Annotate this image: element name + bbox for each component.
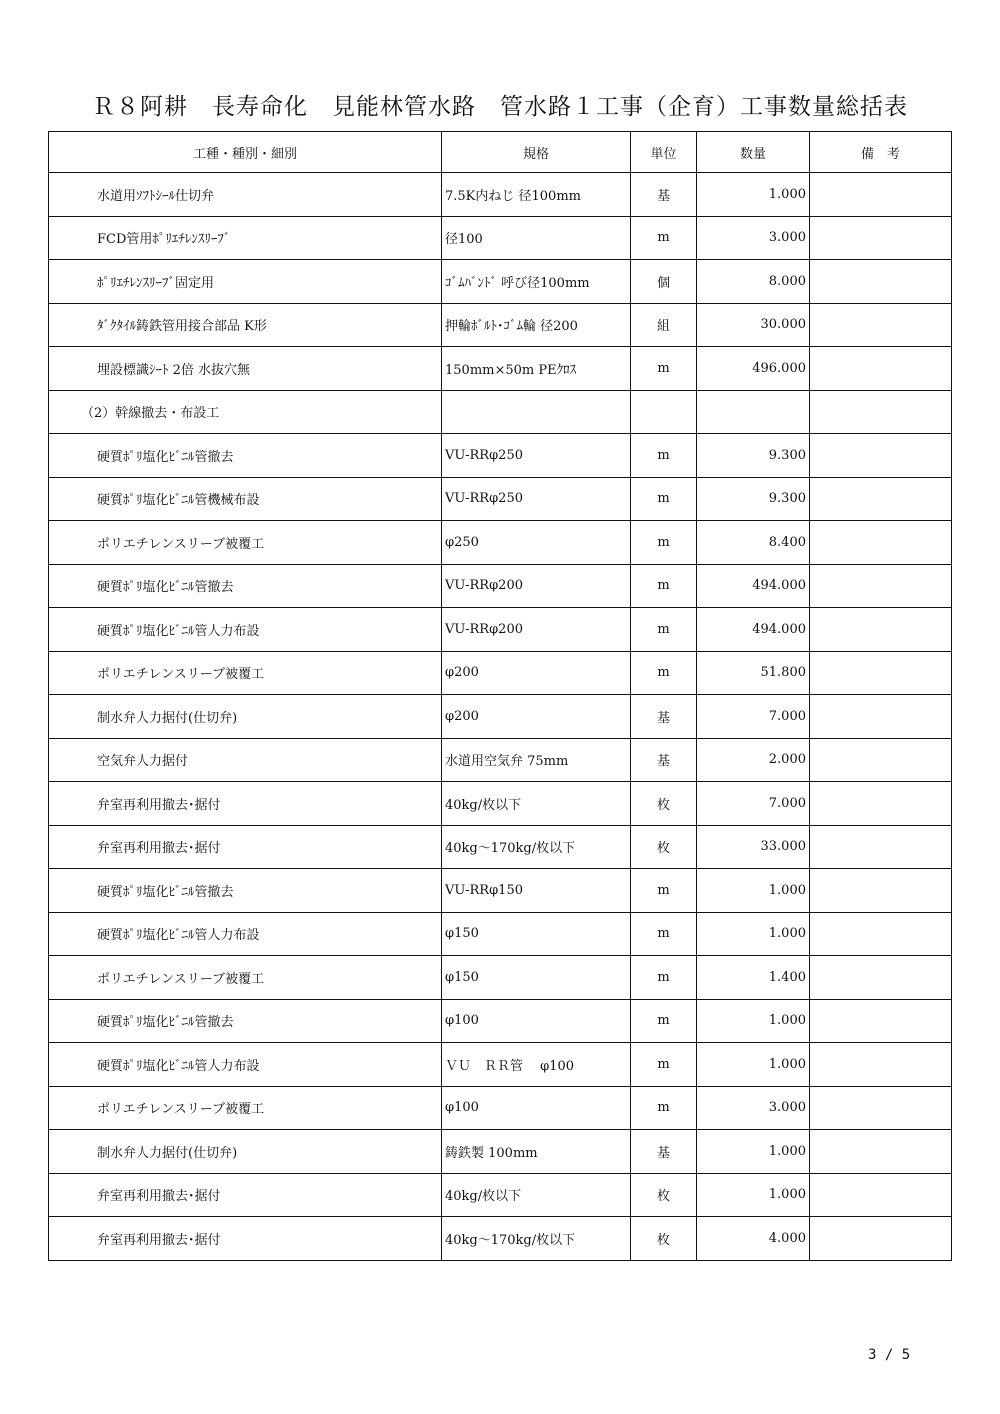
table-row <box>49 956 952 1000</box>
cell-qty: 1.000 <box>697 1043 810 1087</box>
cell-name: 弁室再利用撤去･据付 <box>49 1217 442 1261</box>
cell-unit: m <box>631 564 697 608</box>
cell-unit: 個 <box>631 260 697 304</box>
cell-qty: 1.000 <box>697 912 810 956</box>
cell-spec: 7.5K内ねじ 径100mm <box>442 173 631 217</box>
cell-qty: 9.300 <box>697 477 810 521</box>
cell-unit: m <box>631 608 697 652</box>
cell-spec: φ150 <box>442 956 631 1000</box>
cell-unit: m <box>631 999 697 1043</box>
cell-qty: 8.000 <box>697 260 810 304</box>
table-row <box>49 216 952 260</box>
cell-note <box>810 347 952 391</box>
table-row <box>49 608 952 652</box>
cell-qty: 1.000 <box>697 173 810 217</box>
cell-unit: 枚 <box>631 825 697 869</box>
cell-name: 硬質ﾎﾟﾘ塩化ﾋﾞﾆﾙ管機械布設 <box>49 477 442 521</box>
cell-unit: m <box>631 1086 697 1130</box>
cell-spec: VU-RRφ150 <box>442 869 631 913</box>
cell-unit: 組 <box>631 303 697 347</box>
cell-spec: φ250 <box>442 521 631 565</box>
cell-qty: 494.000 <box>697 564 810 608</box>
table-row <box>49 434 952 478</box>
cell-qty: 3.000 <box>697 216 810 260</box>
cell-name: 制水弁人力据付(仕切弁) <box>49 695 442 739</box>
page-number: 3 / 5 <box>868 1347 911 1363</box>
cell-unit: 基 <box>631 1130 697 1174</box>
cell-unit: 枚 <box>631 1217 697 1261</box>
cell-note <box>810 260 952 304</box>
cell-spec: VU-RRφ200 <box>442 564 631 608</box>
cell-spec: VU-RRφ200 <box>442 608 631 652</box>
table-row <box>49 738 952 782</box>
cell-unit: m <box>631 1043 697 1087</box>
table-row <box>49 912 952 956</box>
table-row <box>49 173 952 217</box>
cell-unit: m <box>631 912 697 956</box>
cell-name: ポリエチレンスリーブ被覆工 <box>49 1086 442 1130</box>
cell-name: 硬質ﾎﾟﾘ塩化ﾋﾞﾆﾙ管人力布設 <box>49 608 442 652</box>
cell-spec: φ150 <box>442 912 631 956</box>
cell-qty <box>697 390 810 434</box>
cell-name: 弁室再利用撤去･据付 <box>49 1173 442 1217</box>
cell-note <box>810 477 952 521</box>
table-row <box>49 347 952 391</box>
cell-qty: 1.000 <box>697 999 810 1043</box>
cell-qty: 1.400 <box>697 956 810 1000</box>
cell-spec: 径100 <box>442 216 631 260</box>
cell-note <box>810 303 952 347</box>
cell-qty: 4.000 <box>697 1217 810 1261</box>
cell-spec: 40kg～170kg/枚以下 <box>442 1217 631 1261</box>
cell-unit <box>631 390 697 434</box>
table-row <box>49 390 952 434</box>
cell-name: ポリエチレンスリーブ被覆工 <box>49 956 442 1000</box>
cell-note <box>810 1130 952 1174</box>
cell-note <box>810 390 952 434</box>
cell-qty: 30.000 <box>697 303 810 347</box>
table-row <box>49 303 952 347</box>
cell-name: 水道用ｿﾌﾄｼｰﾙ仕切弁 <box>49 173 442 217</box>
cell-spec: VU-RRφ250 <box>442 477 631 521</box>
cell-qty: 7.000 <box>697 782 810 826</box>
table-header-row <box>49 132 952 173</box>
cell-qty: 8.400 <box>697 521 810 565</box>
cell-qty: 1.000 <box>697 869 810 913</box>
table-row <box>49 869 952 913</box>
cell-spec: ｺﾞﾑﾊﾞﾝﾄﾞ 呼び径100mm <box>442 260 631 304</box>
cell-note <box>810 695 952 739</box>
cell-note <box>810 1173 952 1217</box>
cell-qty: 7.000 <box>697 695 810 739</box>
table-row <box>49 825 952 869</box>
table-row <box>49 1130 952 1174</box>
cell-qty: 2.000 <box>697 738 810 782</box>
cell-note <box>810 999 952 1043</box>
table-row <box>49 1086 952 1130</box>
cell-spec: φ200 <box>442 651 631 695</box>
cell-note <box>810 738 952 782</box>
cell-name: 制水弁人力据付(仕切弁) <box>49 1130 442 1174</box>
cell-note <box>810 1086 952 1130</box>
cell-name: 硬質ﾎﾟﾘ塩化ﾋﾞﾆﾙ管人力布設 <box>49 912 442 956</box>
cell-name: ポリエチレンスリーブ被覆工 <box>49 521 442 565</box>
cell-spec: ＶＵ ＲＲ管 φ100 <box>442 1043 631 1087</box>
cell-name: 弁室再利用撤去･据付 <box>49 825 442 869</box>
cell-unit: 基 <box>631 695 697 739</box>
cell-name: 弁室再利用撤去･据付 <box>49 782 442 826</box>
cell-note <box>810 608 952 652</box>
table-row <box>49 260 952 304</box>
table-row <box>49 1217 952 1261</box>
cell-spec: 40kg～170kg/枚以下 <box>442 825 631 869</box>
cell-note <box>810 956 952 1000</box>
table-row <box>49 477 952 521</box>
cell-name: 硬質ﾎﾟﾘ塩化ﾋﾞﾆﾙ管撤去 <box>49 434 442 478</box>
cell-note <box>810 912 952 956</box>
document-title: Ｒ８阿耕 長寿命化 見能林管水路 管水路１工事（企育）工事数量総括表 <box>92 94 908 120</box>
cell-spec <box>442 390 631 434</box>
cell-note <box>810 564 952 608</box>
cell-note <box>810 1043 952 1087</box>
cell-unit: 基 <box>631 173 697 217</box>
cell-qty: 1.000 <box>697 1130 810 1174</box>
cell-note <box>810 1217 952 1261</box>
cell-note <box>810 173 952 217</box>
cell-note <box>810 434 952 478</box>
cell-unit: m <box>631 869 697 913</box>
table-row <box>49 564 952 608</box>
cell-name: ﾎﾟﾘｴﾁﾚﾝｽﾘｰﾌﾞ固定用 <box>49 260 442 304</box>
cell-spec: 40kg/枚以下 <box>442 1173 631 1217</box>
cell-spec: 押輪ﾎﾞﾙﾄ･ｺﾞﾑ輪 径200 <box>442 303 631 347</box>
table-row <box>49 782 952 826</box>
cell-name: ポリエチレンスリーブ被覆工 <box>49 651 442 695</box>
cell-unit: m <box>631 434 697 478</box>
cell-unit: 枚 <box>631 782 697 826</box>
cell-unit: m <box>631 956 697 1000</box>
cell-note <box>810 216 952 260</box>
cell-note <box>810 521 952 565</box>
header-qty: 数量 <box>697 132 810 173</box>
cell-spec: φ200 <box>442 695 631 739</box>
cell-name: 硬質ﾎﾟﾘ塩化ﾋﾞﾆﾙ管人力布設 <box>49 1043 442 1087</box>
cell-name: ﾀﾞｸﾀｲﾙ鋳鉄管用接合部品 K形 <box>49 303 442 347</box>
cell-qty: 496.000 <box>697 347 810 391</box>
cell-qty: 3.000 <box>697 1086 810 1130</box>
cell-unit: 基 <box>631 738 697 782</box>
cell-note <box>810 825 952 869</box>
cell-unit: m <box>631 216 697 260</box>
cell-note <box>810 782 952 826</box>
header-note: 備 考 <box>810 132 952 173</box>
cell-name: 埋設標識ｼｰﾄ 2倍 水抜穴無 <box>49 347 442 391</box>
cell-name: FCD管用ﾎﾟﾘｴﾁﾚﾝｽﾘｰﾌﾞ <box>49 216 442 260</box>
cell-unit: m <box>631 651 697 695</box>
table-row <box>49 1173 952 1217</box>
cell-unit: m <box>631 347 697 391</box>
table-row <box>49 695 952 739</box>
cell-qty: 33.000 <box>697 825 810 869</box>
cell-spec: 鋳鉄製 100mm <box>442 1130 631 1174</box>
cell-name: （2）幹線撤去・布設工 <box>49 390 442 434</box>
cell-qty: 9.300 <box>697 434 810 478</box>
table-row <box>49 521 952 565</box>
cell-name: 硬質ﾎﾟﾘ塩化ﾋﾞﾆﾙ管撤去 <box>49 869 442 913</box>
table-row <box>49 651 952 695</box>
cell-unit: m <box>631 521 697 565</box>
header-spec: 規格 <box>442 132 631 173</box>
cell-spec: 150mm×50m PEｸﾛｽ <box>442 347 631 391</box>
cell-unit: m <box>631 477 697 521</box>
cell-name: 空気弁人力据付 <box>49 738 442 782</box>
cell-note <box>810 651 952 695</box>
cell-qty: 1.000 <box>697 1173 810 1217</box>
cell-spec: φ100 <box>442 999 631 1043</box>
table-row <box>49 1043 952 1087</box>
cell-qty: 494.000 <box>697 608 810 652</box>
cell-name: 硬質ﾎﾟﾘ塩化ﾋﾞﾆﾙ管撤去 <box>49 999 442 1043</box>
cell-spec: VU-RRφ250 <box>442 434 631 478</box>
quantity-summary-table <box>48 131 952 1261</box>
cell-spec: 水道用空気弁 75mm <box>442 738 631 782</box>
cell-qty: 51.800 <box>697 651 810 695</box>
cell-spec: 40kg/枚以下 <box>442 782 631 826</box>
cell-spec: φ100 <box>442 1086 631 1130</box>
cell-name: 硬質ﾎﾟﾘ塩化ﾋﾞﾆﾙ管撤去 <box>49 564 442 608</box>
table-row <box>49 999 952 1043</box>
cell-unit: 枚 <box>631 1173 697 1217</box>
header-name: 工種・種別・細別 <box>49 132 442 173</box>
cell-note <box>810 869 952 913</box>
header-unit: 単位 <box>631 132 697 173</box>
